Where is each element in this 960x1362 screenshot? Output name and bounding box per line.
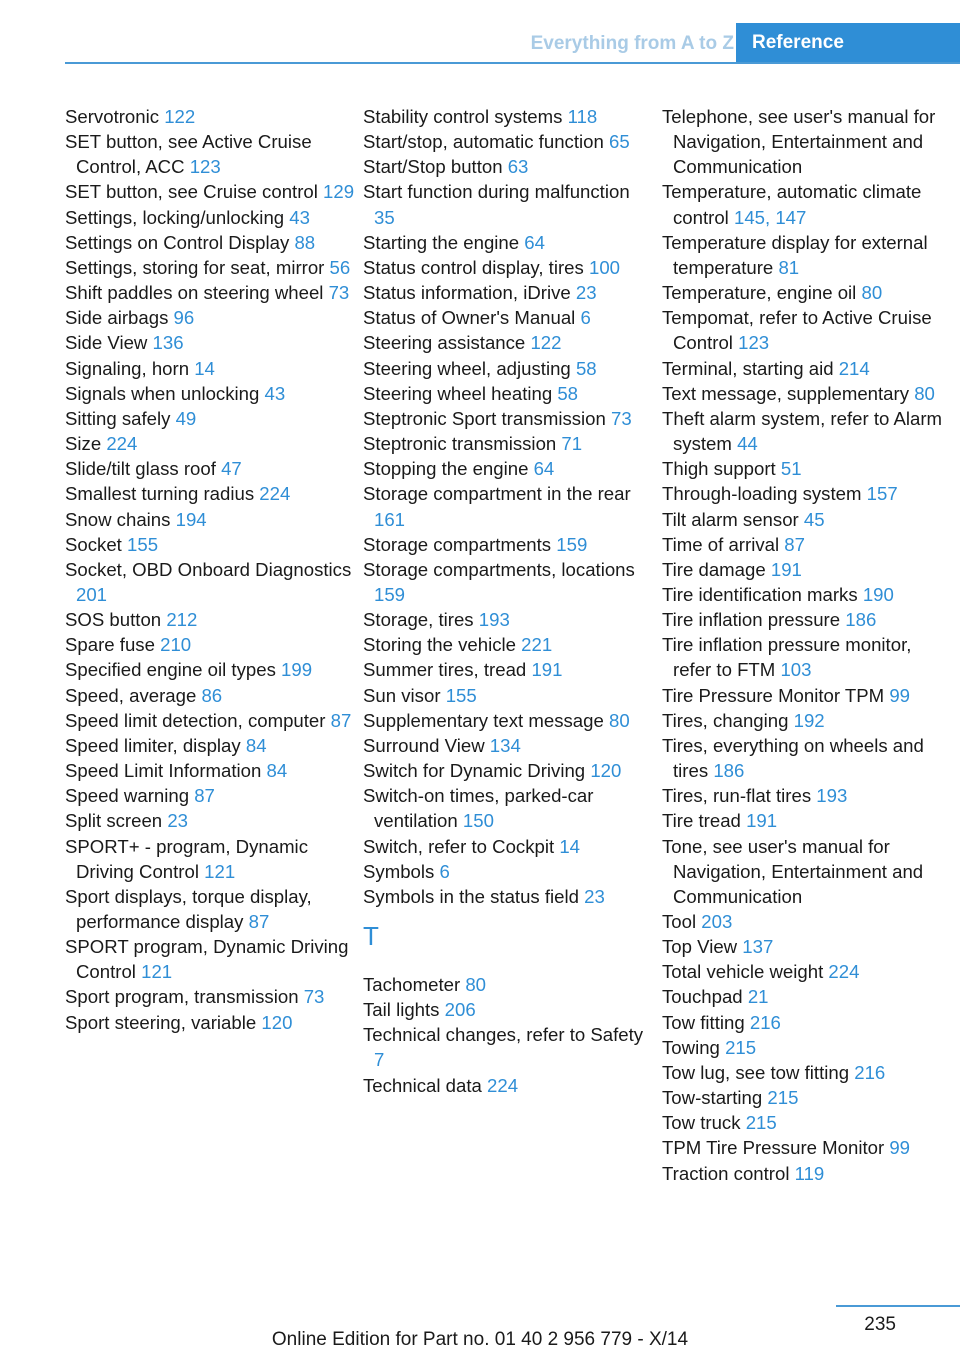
index-term: Split screen — [65, 810, 163, 832]
index-page-link[interactable]: 157 — [866, 483, 898, 505]
index-entry — [65, 456, 357, 481]
index-term: Sport program, transmission — [65, 986, 299, 1008]
index-entry — [65, 884, 357, 934]
index-page-link[interactable]: 43 — [264, 382, 286, 404]
index-entry — [65, 607, 357, 632]
index-entry — [662, 456, 954, 481]
index-term: Size — [65, 433, 102, 455]
index-term: Snow chains — [65, 508, 171, 530]
index-entry — [363, 129, 655, 154]
index-page-link[interactable]: 56 — [329, 256, 351, 278]
index-term: Tow-starting — [662, 1087, 763, 1109]
index-term: Settings on Control Display — [65, 231, 290, 253]
index-entry — [65, 431, 357, 456]
index-page-link[interactable]: 137 — [742, 936, 774, 958]
index-page-link[interactable]: 64 — [524, 231, 545, 253]
index-page-link[interactable]: 190 — [862, 583, 894, 605]
index-page-link[interactable]: 58 — [557, 382, 579, 404]
index-entry — [662, 582, 954, 607]
index-page-link[interactable]: 14 — [559, 835, 581, 857]
index-page-link[interactable]: 122 — [530, 332, 562, 354]
index-term: Tires, everything on wheels and tires — [662, 734, 924, 782]
index-entry — [662, 1110, 954, 1135]
index-term: TPM Tire Pressure Monitor — [662, 1137, 885, 1159]
index-page-link[interactable]: 73 — [328, 282, 350, 304]
index-page-link[interactable]: 58 — [575, 357, 597, 379]
index-term: Temperature, engine oil — [662, 282, 857, 304]
index-entry — [363, 154, 655, 179]
index-page-link[interactable]: 134 — [489, 734, 521, 756]
index-page-link[interactable]: 6 — [580, 307, 591, 329]
index-term: Tilt alarm sensor — [662, 508, 799, 530]
index-entry — [65, 758, 357, 783]
index-page-link[interactable]: 103 — [780, 659, 812, 681]
footer-edition: Online Edition for Part no. 01 40 2 956 779 - X/14 — [271, 1329, 689, 1350]
index-term: Total vehicle weight — [662, 961, 824, 983]
index-term: Tire damage — [662, 558, 766, 580]
index-term: Signals when unlocking — [65, 382, 260, 404]
index-entry — [65, 104, 357, 129]
index-entry — [65, 507, 357, 532]
index-entry — [662, 1135, 954, 1160]
index-entry — [65, 708, 357, 733]
index-page-link[interactable]: 224 — [487, 1074, 519, 1096]
index-page-link[interactable]: 71 — [561, 433, 583, 455]
index-entry — [65, 632, 357, 657]
index-page-link[interactable]: 121 — [141, 961, 173, 983]
index-entry — [363, 733, 655, 758]
index-page-link[interactable]: 212 — [166, 609, 198, 631]
index-entry — [363, 330, 655, 355]
index-term: Starting the engine — [363, 231, 520, 253]
index-term: Time of arrival — [662, 533, 780, 555]
index-term: Thigh support — [662, 458, 776, 480]
index-term: Sport displays, torque display, performance display — [65, 885, 312, 932]
index-entry — [662, 909, 954, 934]
index-term: Towing — [662, 1036, 720, 1058]
index-page-link[interactable]: 51 — [780, 458, 802, 480]
index-term: Tow fitting — [662, 1011, 745, 1033]
index-page-link[interactable]: 87 — [194, 785, 215, 807]
index-term: Start/Stop button — [363, 156, 503, 178]
index-entry — [65, 934, 357, 984]
index-term: Storage compartment in the rear — [363, 483, 631, 505]
index-term: Speed Limit Information — [65, 760, 262, 782]
index-entry — [662, 179, 954, 229]
index-page-link[interactable]: 214 — [838, 357, 870, 379]
index-entry — [65, 532, 357, 557]
index-term: Theft alarm system, refer to Alarm system — [662, 407, 943, 455]
index-page-link[interactable]: 119 — [794, 1162, 825, 1184]
index-entry — [363, 683, 655, 708]
index-page-link[interactable]: 73 — [303, 986, 325, 1008]
index-page-link[interactable]: 221 — [521, 634, 553, 656]
index-term: Switch, refer to Cockpit — [363, 835, 555, 857]
index-page-link[interactable]: 199 — [281, 659, 313, 681]
index-page-link[interactable]: 193 — [816, 785, 848, 807]
index-entry — [662, 507, 954, 532]
index-entry — [363, 104, 655, 129]
index-page-link[interactable]: 87 — [248, 911, 270, 932]
index-term: Tow truck — [662, 1112, 741, 1134]
index-page-link[interactable]: 121 — [204, 860, 236, 882]
index-term: Stopping the engine — [363, 458, 529, 480]
index-page-link[interactable]: 49 — [175, 407, 197, 429]
index-term: Temperature, automatic climate control — [662, 181, 922, 228]
index-page-link[interactable]: 191 — [746, 810, 778, 832]
index-entry — [65, 179, 357, 204]
index-entry — [65, 406, 357, 431]
index-term: Traction control — [662, 1162, 790, 1184]
index-entry — [363, 1073, 655, 1098]
index-entry — [363, 431, 655, 456]
index-term: Tone, see user's manual for Navigation, Entertainment and Communication — [662, 835, 924, 907]
index-page-link[interactable]: 120 — [261, 1011, 293, 1033]
index-entry — [662, 280, 954, 305]
index-term: Touchpad — [662, 986, 743, 1008]
index-term: Steering assistance — [363, 332, 526, 354]
index-page-link[interactable]: 186 — [845, 609, 877, 631]
index-entry — [363, 783, 655, 833]
index-page-link[interactable]: 161 — [374, 508, 406, 530]
index-entry — [65, 1010, 357, 1035]
index-page-link[interactable]: 224 — [106, 433, 138, 455]
index-entry — [662, 1060, 954, 1085]
index-term: Tool — [662, 911, 697, 932]
index-entry — [363, 456, 655, 481]
index-page-link[interactable]: 155 — [445, 684, 477, 706]
index-page-link[interactable]: 100 — [588, 256, 621, 278]
index-term: Servotronic — [65, 106, 160, 127]
index-entry — [363, 997, 655, 1022]
index-page-link[interactable]: 80 — [465, 974, 487, 995]
index-entry — [662, 783, 954, 808]
index-page-link[interactable]: 87 — [784, 533, 805, 555]
index-entry — [65, 280, 357, 305]
index-page-link[interactable]: 84 — [266, 760, 288, 782]
index-page-link[interactable]: 43 — [289, 206, 310, 228]
index-entry — [65, 984, 357, 1009]
index-entry — [662, 834, 954, 909]
index-entry — [363, 280, 655, 305]
index-page-link[interactable]: 192 — [793, 709, 825, 731]
index-entry — [65, 230, 357, 255]
index-page-link[interactable]: 206 — [444, 999, 476, 1021]
index-term: Tire Pressure Monitor TPM — [662, 684, 885, 706]
index-entry — [65, 557, 357, 607]
index-page-link[interactable]: 123 — [738, 332, 770, 354]
index-entry — [662, 532, 954, 557]
index-entry — [65, 330, 357, 355]
index-entry — [363, 230, 655, 255]
index-term: Terminal, starting aid — [662, 357, 834, 379]
index-page-link[interactable]: 96 — [173, 307, 195, 329]
index-term: SPORT+ - program, Dynamic Driving Control — [65, 835, 308, 882]
index-term: Shift paddles on steering wheel — [65, 282, 324, 304]
index-page-link[interactable]: 80 — [861, 282, 883, 304]
index-entry — [65, 305, 357, 330]
index-entry — [363, 657, 655, 682]
index-page-link[interactable]: 64 — [533, 458, 555, 480]
index-page-link[interactable]: 80 — [914, 382, 935, 404]
index-term: Socket, OBD Onboard Diagnostics — [65, 558, 352, 580]
index-entry — [363, 972, 655, 997]
index-term: Tires, run-flat tires — [662, 785, 812, 807]
index-term: Tempomat, refer to Active Cruise Control — [662, 307, 932, 354]
index-page-link[interactable]: 47 — [221, 458, 242, 480]
index-page-link[interactable]: 86 — [201, 684, 223, 706]
index-entry — [662, 406, 954, 456]
index-entry — [363, 708, 655, 733]
index-column-3 — [662, 104, 954, 1186]
index-page-link[interactable]: 118 — [567, 106, 598, 127]
index-page-link[interactable]: 23 — [575, 282, 597, 304]
index-page-link[interactable]: 65 — [608, 131, 630, 153]
index-term: Surround View — [363, 734, 485, 756]
index-entry — [363, 305, 655, 330]
index-page-link[interactable]: 159 — [374, 583, 406, 605]
index-page-link[interactable]: 155 — [127, 533, 159, 555]
index-term: Top View — [662, 936, 738, 958]
index-term: Symbols in the status field — [363, 885, 579, 907]
index-entry — [662, 1010, 954, 1035]
index-entry — [65, 783, 357, 808]
index-entry — [662, 356, 954, 381]
page-number: 235 — [864, 1314, 896, 1335]
index-term: Tires, changing — [662, 709, 789, 731]
index-page-link[interactable]: 193 — [478, 609, 510, 631]
index-page-link[interactable]: 23 — [167, 810, 189, 832]
index-term: SET button, see Active Cruise Control, ACC — [65, 131, 312, 178]
index-page-link[interactable]: 44 — [737, 433, 758, 455]
index-term: Steering wheel heating — [363, 382, 553, 404]
index-term: Supplementary text message — [363, 709, 604, 731]
index-entry — [65, 381, 357, 406]
index-term: Switch-on times, parked-car ventilation — [363, 785, 594, 832]
index-page-link[interactable]: 6 — [439, 860, 450, 882]
index-page-link[interactable]: 120 — [590, 760, 622, 782]
index-page-link[interactable]: 35 — [374, 206, 395, 228]
index-entry — [662, 557, 954, 582]
index-page-link[interactable]: 186 — [713, 760, 745, 782]
index-entry — [363, 557, 655, 607]
index-term: Start function during malfunction — [363, 181, 630, 203]
index-page-link[interactable]: 23 — [584, 885, 605, 907]
index-entry — [662, 1161, 954, 1186]
index-term: Text message, supplementary — [662, 382, 910, 404]
index-term: Through-loading system — [662, 483, 862, 505]
index-page-link[interactable]: 14 — [194, 357, 215, 379]
index-page-link[interactable]: 224 — [259, 483, 291, 505]
index-term: Stability control systems — [363, 106, 563, 127]
index-entry — [662, 1035, 954, 1060]
index-entry — [363, 356, 655, 381]
index-term: Storage, tires — [363, 609, 474, 631]
index-term: Side airbags — [65, 307, 169, 329]
index-entry — [363, 758, 655, 783]
index-page-link[interactable]: 191 — [531, 659, 563, 681]
index-term: Steptronic transmission — [363, 433, 557, 455]
index-page-link[interactable]: 201 — [76, 583, 108, 605]
index-entry — [662, 607, 954, 632]
index-term: Status information, iDrive — [363, 282, 571, 304]
index-entry — [363, 532, 655, 557]
index-page-link[interactable]: 88 — [294, 231, 316, 253]
index-page-link[interactable]: 81 — [778, 256, 800, 278]
index-entry — [662, 683, 954, 708]
index-entry — [662, 934, 954, 959]
index-page-link[interactable]: 215 — [767, 1087, 799, 1109]
index-entry — [662, 808, 954, 833]
index-entry — [65, 834, 357, 884]
index-page-link[interactable]: 150 — [462, 810, 494, 832]
index-term: Specified engine oil types — [65, 659, 276, 681]
index-entry — [662, 230, 954, 280]
index-page-link[interactable]: 216 — [749, 1011, 781, 1033]
index-entry — [65, 481, 357, 506]
index-column-2 — [363, 104, 655, 1098]
index-term: Status control display, tires — [363, 256, 584, 278]
index-entry — [662, 305, 954, 355]
index-term: Tire inflation pressure monitor, refer to FTM — [662, 634, 912, 681]
index-page-link[interactable]: 203 — [701, 911, 733, 932]
index-entry — [65, 129, 357, 179]
index-entry — [65, 657, 357, 682]
index-page-link[interactable]: 216 — [854, 1061, 886, 1083]
index-term: SET button, see Cruise control — [65, 181, 318, 203]
index-page-link[interactable]: 123 — [189, 156, 221, 178]
index-term: Steering wheel, adjusting — [363, 357, 571, 379]
index-page-link[interactable]: 210 — [160, 634, 192, 656]
header-tab-reference: Reference — [736, 23, 960, 64]
index-entry — [65, 733, 357, 758]
index-entry — [363, 884, 655, 909]
index-entry — [363, 632, 655, 657]
index-entry — [662, 984, 954, 1009]
index-page-link[interactable]: 215 — [745, 1112, 777, 1134]
index-term: Summer tires, tread — [363, 659, 527, 681]
index-column-1 — [65, 104, 357, 1035]
index-page-link[interactable]: 7 — [374, 1049, 385, 1071]
index-page-link[interactable]: 194 — [175, 508, 207, 530]
index-page-link[interactable]: 159 — [556, 533, 588, 555]
index-entry — [65, 255, 357, 280]
index-term: Speed limiter, display — [65, 734, 241, 756]
index-page-link[interactable]: 136 — [152, 332, 184, 354]
index-term: Side View — [65, 332, 148, 354]
index-page-link[interactable]: 73 — [611, 407, 632, 429]
index-entry — [363, 859, 655, 884]
index-entry — [363, 481, 655, 531]
index-term: Spare fuse — [65, 634, 155, 656]
index-page-link[interactable]: 80 — [608, 709, 630, 731]
header-section-title: Everything from A to Z — [530, 33, 734, 54]
index-page-link[interactable]: 21 — [747, 986, 769, 1008]
index-entry — [662, 632, 954, 682]
index-entry — [662, 104, 954, 179]
index-page-link[interactable]: 122 — [164, 106, 196, 127]
index-page-link[interactable]: 45 — [803, 508, 825, 530]
index-page-link[interactable]: 129 — [323, 181, 355, 203]
index-term: Temperature display for external temperature — [662, 231, 928, 278]
index-term: Status of Owner's Manual — [363, 307, 576, 329]
index-letter-heading: T — [363, 921, 379, 951]
index-entry — [662, 708, 954, 733]
index-entry — [65, 205, 357, 230]
index-entry — [662, 959, 954, 984]
index-page-link[interactable]: 84 — [245, 734, 267, 756]
index-term: Tail lights — [363, 999, 440, 1021]
index-page-link[interactable]: 63 — [507, 156, 529, 178]
index-entry — [363, 179, 655, 229]
index-term: Tire tread — [662, 810, 741, 832]
index-term: Technical data — [363, 1074, 482, 1096]
index-term: Speed limit detection, computer — [65, 709, 326, 731]
index-entry — [65, 808, 357, 833]
index-entry — [662, 733, 954, 783]
index-term: SPORT program, Dynamic Driving Control — [65, 936, 349, 983]
footer-divider — [836, 1305, 960, 1307]
header-divider — [65, 62, 960, 64]
index-page-link[interactable]: 145, 147 — [733, 206, 807, 228]
index-term: Storage compartments — [363, 533, 552, 555]
index-entry — [662, 481, 954, 506]
index-term: Signaling, horn — [65, 357, 190, 379]
index-term: Switch for Dynamic Driving — [363, 760, 586, 782]
index-page-link[interactable]: 99 — [889, 684, 911, 706]
index-entry — [65, 356, 357, 381]
index-term: Storing the vehicle — [363, 634, 516, 656]
index-term: Storage compartments, locations — [363, 558, 635, 580]
index-term: Steptronic Sport transmission — [363, 407, 606, 429]
index-entry — [363, 255, 655, 280]
index-entry — [662, 381, 954, 406]
index-term: Sitting safely — [65, 407, 171, 429]
index-term: Settings, locking/unlocking — [65, 206, 285, 228]
index-entry — [363, 381, 655, 406]
index-entry — [363, 406, 655, 431]
index-entry — [363, 607, 655, 632]
index-term: SOS button — [65, 609, 162, 631]
index-entry — [363, 1022, 655, 1072]
index-page-link[interactable]: 99 — [889, 1137, 911, 1159]
index-term: Sun visor — [363, 684, 441, 706]
index-term: Tire identification marks — [662, 583, 858, 605]
index-term: Slide/tilt glass roof — [65, 458, 216, 480]
index-term: Technical changes, refer to Safety — [363, 1024, 644, 1046]
index-entry — [363, 834, 655, 859]
index-term: Tachometer — [363, 974, 461, 995]
index-page-link[interactable]: 191 — [770, 558, 802, 580]
index-page-link[interactable]: 224 — [828, 961, 860, 983]
index-term: Settings, storing for seat, mirror — [65, 256, 325, 278]
index-term: Tire inflation pressure — [662, 609, 841, 631]
index-term: Tow lug, see tow fitting — [662, 1061, 850, 1083]
index-term: Speed warning — [65, 785, 190, 807]
index-entry — [662, 1085, 954, 1110]
index-term: Symbols — [363, 860, 435, 882]
index-term: Socket — [65, 533, 122, 555]
index-page-link[interactable]: 87 — [330, 709, 352, 731]
index-term: Sport steering, variable — [65, 1011, 257, 1033]
index-term: Speed, average — [65, 684, 197, 706]
index-term: Telephone, see user's manual for Navigation, Entertainment and Communication — [662, 106, 936, 178]
index-page-link[interactable]: 215 — [725, 1036, 757, 1058]
index-term: Start/stop, automatic function — [363, 131, 604, 153]
index-term: Smallest turning radius — [65, 483, 255, 505]
index-entry — [65, 683, 357, 708]
